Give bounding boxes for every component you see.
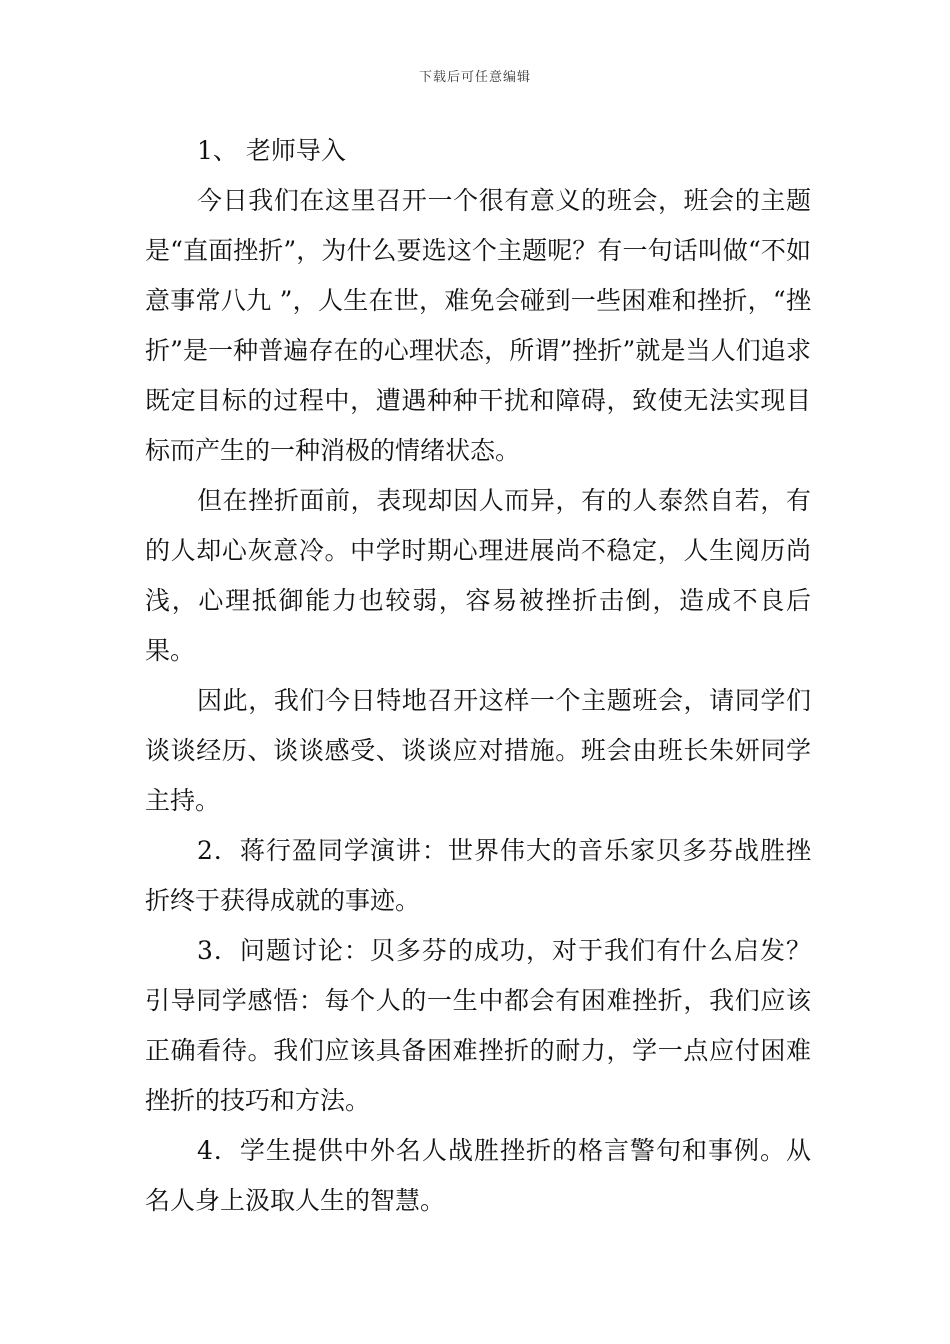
page-header: 下载后可任意编辑 (418, 70, 531, 85)
paragraph-item-2: 2．蒋行盈同学演讲：世界伟大的音乐家贝多芬战胜挫折终于获得成就的事迹。 (145, 836, 811, 915)
document-body (145, 126, 811, 1226)
paragraph-intro: 今日我们在这里召开一个很有意义的班会，班会的主题是“直面挫折”，为什么要选这个主题呢？有一句话叫做“不如意事常八九 ”，人生在世，难免会碰到一些困难和挫折，“挫折”是一种普遍存在的心理状态，所谓”挫折”就是当人们追求既定目标的过程中，遭遇种种干扰和障碍，致使无法实现目标而产生的一种消极的情绪状态。 (145, 186, 811, 465)
paragraph-item-3: 3．问题讨论：贝多芬的成功，对于我们有什么启发？引导同学感悟：每个人的一生中都会有困难挫折，我们应该正确看待。我们应该具备困难挫折的耐力，学一点应付困难挫折的技巧和方法。 (145, 936, 811, 1115)
paragraph-item-4: 4．学生提供中外名人战胜挫折的格言警句和事例。从名人身上汲取人生的智慧。 (145, 1136, 811, 1215)
paragraph-frustration: 但在挫折面前，表现却因人而异，有的人泰然自若，有的人却心灰意冷。中学时期心理进展尚不稳定，人生阅历尚浅，心理抵御能力也较弱，容易被挫折击倒，造成不良后果。 (145, 486, 811, 665)
paragraph-purpose: 因此，我们今日特地召开这样一个主题班会，请同学们谈谈经历、谈谈感受、谈谈应对措施。班会由班长朱妍同学主持。 (145, 686, 811, 815)
section-heading: 1、 老师导入 (197, 136, 346, 165)
